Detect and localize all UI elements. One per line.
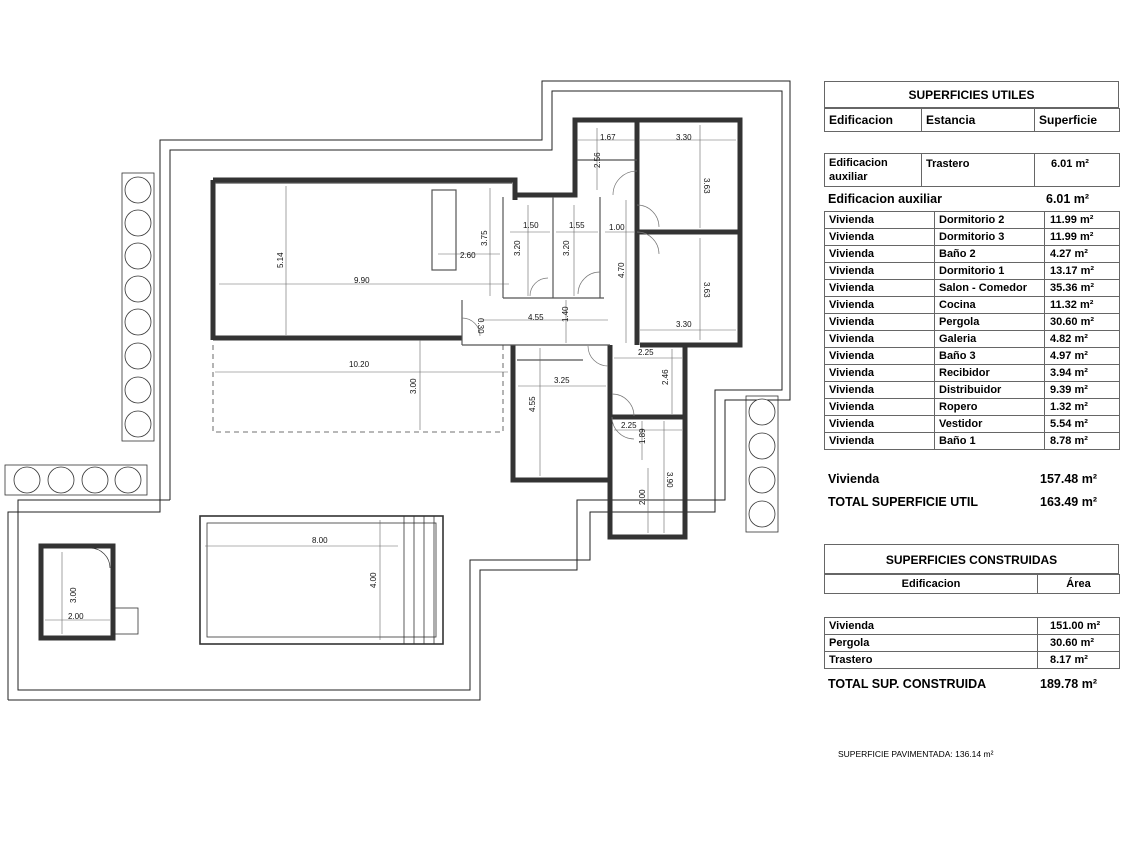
dim-label: 3.90 — [665, 472, 674, 488]
building-cell: Vivienda — [825, 280, 935, 297]
dimension-labels — [68, 133, 711, 621]
room-cell: Dormitorio 1 — [935, 263, 1045, 280]
table-row — [825, 433, 1120, 450]
area-cell: 151.00 m² — [1038, 618, 1120, 635]
dim-label: 2.00 — [68, 612, 84, 621]
room-cell: Baño 2 — [935, 246, 1045, 263]
dim-label: 4.70 — [617, 262, 626, 278]
dim-label: 2.00 — [638, 489, 647, 505]
room-cell: Pergola — [935, 314, 1045, 331]
area-cell: 6.01 m² — [1035, 154, 1120, 187]
building-cell: Vivienda — [825, 229, 935, 246]
table-row — [825, 635, 1120, 652]
dim-label: 3.25 — [554, 376, 570, 385]
construidas-rows-table — [824, 617, 1120, 669]
dim-label: 3.30 — [676, 320, 692, 329]
building-cell: Vivienda — [825, 382, 935, 399]
table-row — [825, 154, 1120, 187]
dim-label: 3.63 — [702, 178, 711, 194]
building-cell: Trastero — [825, 652, 1038, 669]
table-row — [825, 348, 1120, 365]
area-cell: 4.97 m² — [1045, 348, 1120, 365]
room-cell: Baño 1 — [935, 433, 1045, 450]
dim-label: 3.30 — [676, 133, 692, 142]
room-cell: Recibidor — [935, 365, 1045, 382]
area-cell: 35.36 m² — [1045, 280, 1120, 297]
table-row — [825, 263, 1120, 280]
table-row — [825, 382, 1120, 399]
building-cell: Vivienda — [825, 246, 935, 263]
building-cell — [825, 154, 922, 187]
dim-label: 1.67 — [600, 133, 616, 142]
table-row — [825, 365, 1120, 382]
dim-label: 2.25 — [638, 348, 654, 357]
paved-area-note: SUPERFICIE PAVIMENTADA: 136.14 m² — [838, 749, 994, 759]
room-cell: Cocina — [935, 297, 1045, 314]
dim-label: 4.55 — [528, 313, 544, 322]
dim-label: 0.30 — [476, 318, 485, 334]
grand-total-label: TOTAL SUPERFICIE UTIL — [828, 495, 979, 509]
construidas-title: SUPERFICIES CONSTRUIDAS — [824, 544, 1119, 574]
area-cell: 11.32 m² — [1045, 297, 1120, 314]
col-header-area: Área — [1038, 575, 1120, 594]
dim-label: 2.25 — [621, 421, 637, 430]
hedge-right — [746, 396, 778, 532]
area-cell: 11.99 m² — [1045, 212, 1120, 229]
col-header-building: Edificacion — [825, 109, 922, 132]
building-cell: Vivienda — [825, 331, 935, 348]
table-row — [825, 652, 1120, 669]
area-cell: 8.78 m² — [1045, 433, 1120, 450]
building-cell: Vivienda — [825, 416, 935, 433]
utiles-title: SUPERFICIES UTILES — [824, 81, 1119, 108]
table-row — [825, 399, 1120, 416]
table-row — [825, 297, 1120, 314]
building-cell: Vivienda — [825, 365, 935, 382]
dim-label: 3.20 — [513, 240, 522, 256]
dim-label: 3.20 — [562, 240, 571, 256]
area-cell: 4.27 m² — [1045, 246, 1120, 263]
subtotal-label: Edificacion auxiliar — [828, 192, 942, 206]
area-cell: 30.60 m² — [1045, 314, 1120, 331]
room-cell: Salon - Comedor — [935, 280, 1045, 297]
room-cell: Dormitorio 2 — [935, 212, 1045, 229]
dim-label: 8.00 — [312, 536, 328, 545]
subtotal-label: Vivienda — [828, 472, 880, 486]
dim-label: 4.00 — [369, 572, 378, 588]
dim-label: 1.89 — [638, 428, 647, 444]
building-cell: Vivienda — [825, 399, 935, 416]
room-cell: Ropero — [935, 399, 1045, 416]
table-row — [825, 246, 1120, 263]
building-cell: Vivienda — [825, 314, 935, 331]
area-cell: 8.17 m² — [1038, 652, 1120, 669]
subtotal-value: 6.01 m² — [1046, 192, 1090, 206]
room-cell: Trastero — [922, 154, 1035, 187]
room-cell: Vestidor — [935, 416, 1045, 433]
storage-shed — [41, 546, 138, 638]
area-cell: 13.17 m² — [1045, 263, 1120, 280]
hedge-left — [122, 173, 154, 441]
area-cell: 1.32 m² — [1045, 399, 1120, 416]
building-cell: Vivienda — [825, 348, 935, 365]
col-header-building: Edificacion — [825, 575, 1038, 594]
dim-label: 3.75 — [480, 230, 489, 246]
pergola-outline — [213, 345, 503, 432]
area-cell: 3.94 m² — [1045, 365, 1120, 382]
area-cell: 30.60 m² — [1038, 635, 1120, 652]
dim-label: 10.20 — [349, 360, 370, 369]
building-cell: Vivienda — [825, 212, 935, 229]
col-header-room: Estancia — [922, 109, 1035, 132]
room-cell: Baño 3 — [935, 348, 1045, 365]
building-cell: Vivienda — [825, 263, 935, 280]
dim-label: 1.55 — [569, 221, 585, 230]
utiles-aux-table — [824, 153, 1120, 187]
building-cell: Vivienda — [825, 297, 935, 314]
building-cell: Vivienda — [825, 618, 1038, 635]
room-cell: Dormitorio 3 — [935, 229, 1045, 246]
grand-total-value: 189.78 m² — [1040, 677, 1097, 691]
room-cell: Galeria — [935, 331, 1045, 348]
utiles-header-table — [824, 108, 1120, 132]
table-row — [825, 416, 1120, 433]
building-cell: Vivienda — [825, 433, 935, 450]
grand-total-label: TOTAL SUP. CONSTRUIDA — [828, 677, 987, 691]
col-header-area: Superficie — [1035, 109, 1120, 132]
dim-label: 3.00 — [409, 378, 418, 394]
dim-label: 1.00 — [609, 223, 625, 232]
dim-label: 1.40 — [561, 306, 570, 322]
dim-label: 2.46 — [661, 369, 670, 385]
table-header-row — [825, 109, 1120, 132]
dim-label: 2.56 — [593, 152, 602, 168]
dim-label: 3.00 — [69, 587, 78, 603]
area-cell: 4.82 m² — [1045, 331, 1120, 348]
dim-label: 2.60 — [460, 251, 476, 260]
table-row — [825, 212, 1120, 229]
area-cell: 11.99 m² — [1045, 229, 1120, 246]
subtotal-value: 157.48 m² — [1040, 472, 1097, 486]
area-cell: 5.54 m² — [1045, 416, 1120, 433]
table-row — [825, 280, 1120, 297]
dim-label: 4.55 — [528, 396, 537, 412]
building-line: Edificacion — [829, 157, 888, 169]
table-row — [825, 331, 1120, 348]
construidas-header-table — [824, 574, 1120, 594]
room-cell: Distribuidor — [935, 382, 1045, 399]
dim-label: 9.90 — [354, 276, 370, 285]
hedge-bottom-left — [5, 465, 147, 495]
table-row — [825, 618, 1120, 635]
building-cell: Pergola — [825, 635, 1038, 652]
table-row — [825, 314, 1120, 331]
utiles-rooms-table — [824, 211, 1120, 450]
building-line: auxiliar — [829, 171, 868, 183]
dim-label: 1.50 — [523, 221, 539, 230]
table-row — [825, 229, 1120, 246]
dim-label: 5.14 — [276, 252, 285, 268]
table-header-row — [825, 575, 1120, 594]
area-cell: 9.39 m² — [1045, 382, 1120, 399]
dim-label: 3.63 — [702, 282, 711, 298]
grand-total-value: 163.49 m² — [1040, 495, 1097, 509]
